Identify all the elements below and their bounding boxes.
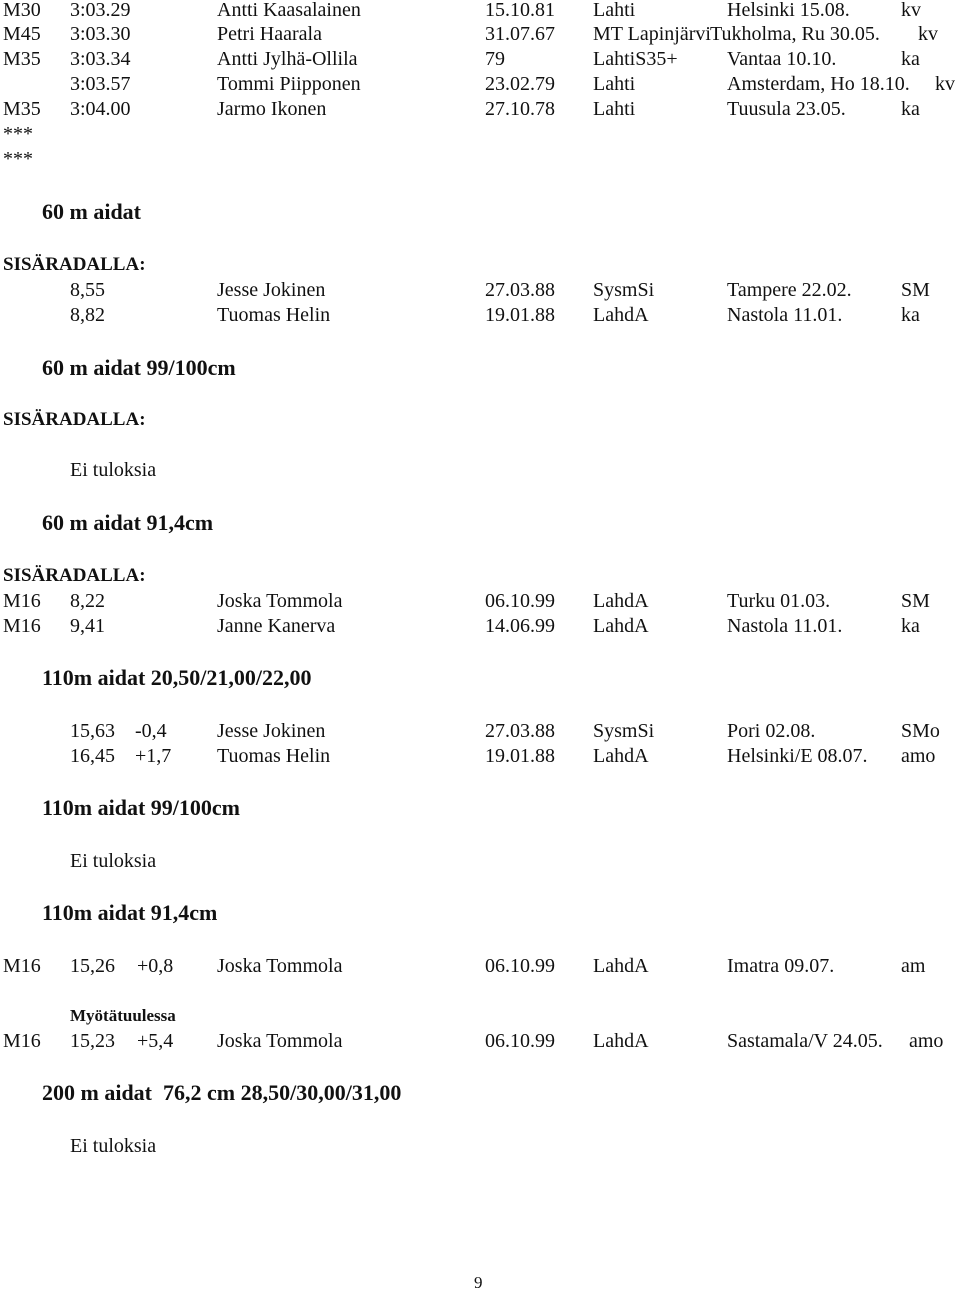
club: Lahti	[593, 73, 636, 95]
category: M35	[3, 48, 41, 70]
athlete-name: Tommi Piipponen	[217, 73, 361, 95]
club: LahdA	[593, 745, 649, 767]
club: LahdA	[593, 1030, 649, 1052]
athlete-name: Jesse Jokinen	[217, 279, 326, 301]
athlete-name: Petri Haarala	[217, 23, 322, 45]
athlete-name: Tuomas Helin	[217, 745, 331, 767]
page-number: 9	[474, 1273, 483, 1292]
result: 3:04.00	[70, 98, 131, 120]
category: M16	[3, 1030, 41, 1052]
birth-date: 31.07.67	[485, 23, 555, 45]
club: SysmSi	[593, 279, 655, 301]
result: 8,82	[70, 304, 105, 326]
place-date: Turku 01.03.	[727, 590, 831, 612]
birth-date: 27.03.88	[485, 720, 555, 742]
club: LahdA	[593, 955, 649, 977]
section-title: 60 m aidat 91,4cm	[42, 510, 214, 535]
category: M16	[3, 615, 41, 637]
birth-date: 79	[485, 48, 505, 70]
birth-date: 06.10.99	[485, 1030, 555, 1052]
section-title: 60 m aidat	[42, 199, 141, 224]
place-date: Nastola 11.01.	[727, 615, 843, 637]
place-date: Tukholma, Ru 30.05.	[710, 23, 880, 45]
club: LahdA	[593, 304, 649, 326]
place-date: Pori 02.08.	[727, 720, 816, 742]
competition-type: kv	[901, 0, 921, 21]
separator-stars: ***	[3, 123, 33, 145]
athlete-name: Jesse Jokinen	[217, 720, 326, 742]
indoor-label: SISÄRADALLA:	[3, 409, 146, 430]
athlete-name: Joska Tommola	[217, 1030, 343, 1052]
competition-type: SMo	[901, 720, 940, 742]
wind: +0,8	[137, 955, 174, 977]
section-title: 110m aidat 91,4cm	[42, 900, 218, 925]
wind: +5,4	[137, 1030, 174, 1052]
athlete-name: Joska Tommola	[217, 955, 343, 977]
athlete-name: Tuomas Helin	[217, 304, 331, 326]
place-date: Tuusula 23.05.	[727, 98, 846, 120]
competition-type: am	[901, 955, 926, 977]
section-title: 200 m aidat 76,2 cm 28,50/30,00/31,00	[42, 1080, 402, 1105]
competition-type: ka	[901, 615, 920, 637]
section-title: 110m aidat 20,50/21,00/22,00	[42, 665, 312, 690]
no-results-text: Ei tuloksia	[70, 459, 157, 481]
club: MT Lapinjärvi	[593, 23, 711, 45]
competition-type: ka	[901, 48, 920, 70]
competition-type: kv	[918, 23, 938, 45]
club: LahtiS35+	[593, 48, 678, 70]
wind: +1,7	[135, 745, 172, 767]
competition-type: amo	[909, 1030, 944, 1052]
result: 15,26	[70, 955, 115, 977]
athlete-name: Jarmo Ikonen	[217, 98, 327, 120]
birth-date: 14.06.99	[485, 615, 555, 637]
result: 3:03.34	[70, 48, 131, 70]
place-date: Helsinki/E 08.07.	[727, 745, 868, 767]
birth-date: 19.01.88	[485, 745, 555, 767]
indoor-label: SISÄRADALLA:	[3, 565, 146, 586]
result: 16,45	[70, 745, 115, 767]
result: 9,41	[70, 615, 105, 637]
place-date: Amsterdam, Ho 18.10.	[727, 73, 910, 95]
result: 15,23	[70, 1030, 115, 1052]
competition-type: kv	[935, 73, 955, 95]
wind: -0,4	[135, 720, 167, 742]
section-title: 60 m aidat 99/100cm	[42, 355, 236, 380]
athlete-name: Antti Jylhä-Ollila	[217, 48, 358, 70]
birth-date: 06.10.99	[485, 955, 555, 977]
indoor-label: SISÄRADALLA:	[3, 254, 146, 275]
birth-date: 23.02.79	[485, 73, 555, 95]
category: M30	[3, 0, 41, 21]
section-title: 110m aidat 99/100cm	[42, 795, 240, 820]
club: LahdA	[593, 590, 649, 612]
separator-stars: ***	[3, 148, 33, 170]
club: SysmSi	[593, 720, 655, 742]
place-date: Sastamala/V 24.05.	[727, 1030, 883, 1052]
club: Lahti	[593, 98, 636, 120]
competition-type: SM	[901, 590, 930, 612]
no-results-text: Ei tuloksia	[70, 1135, 157, 1157]
athlete-name: Joska Tommola	[217, 590, 343, 612]
birth-date: 06.10.99	[485, 590, 555, 612]
place-date: Nastola 11.01.	[727, 304, 843, 326]
place-date: Tampere 22.02.	[727, 279, 852, 301]
tailwind-label: Myötätuulessa	[70, 1006, 176, 1025]
category: M35	[3, 98, 41, 120]
birth-date: 15.10.81	[485, 0, 555, 21]
competition-type: amo	[901, 745, 936, 767]
result: 3:03.29	[70, 0, 131, 21]
place-date: Vantaa 10.10.	[727, 48, 837, 70]
result: 15,63	[70, 720, 115, 742]
competition-type: SM	[901, 279, 930, 301]
birth-date: 19.01.88	[485, 304, 555, 326]
no-results-text: Ei tuloksia	[70, 850, 157, 872]
result: 3:03.57	[70, 73, 131, 95]
category: M45	[3, 23, 41, 45]
result: 8,55	[70, 279, 105, 301]
competition-type: ka	[901, 304, 920, 326]
club: Lahti	[593, 0, 636, 21]
category: M16	[3, 590, 41, 612]
athlete-name: Janne Kanerva	[217, 615, 336, 637]
place-date: Imatra 09.07.	[727, 955, 835, 977]
category: M16	[3, 955, 41, 977]
birth-date: 27.10.78	[485, 98, 555, 120]
result: 3:03.30	[70, 23, 131, 45]
birth-date: 27.03.88	[485, 279, 555, 301]
competition-type: ka	[901, 98, 920, 120]
athlete-name: Antti Kaasalainen	[217, 0, 361, 21]
result: 8,22	[70, 590, 105, 612]
club: LahdA	[593, 615, 649, 637]
place-date: Helsinki 15.08.	[727, 0, 850, 21]
